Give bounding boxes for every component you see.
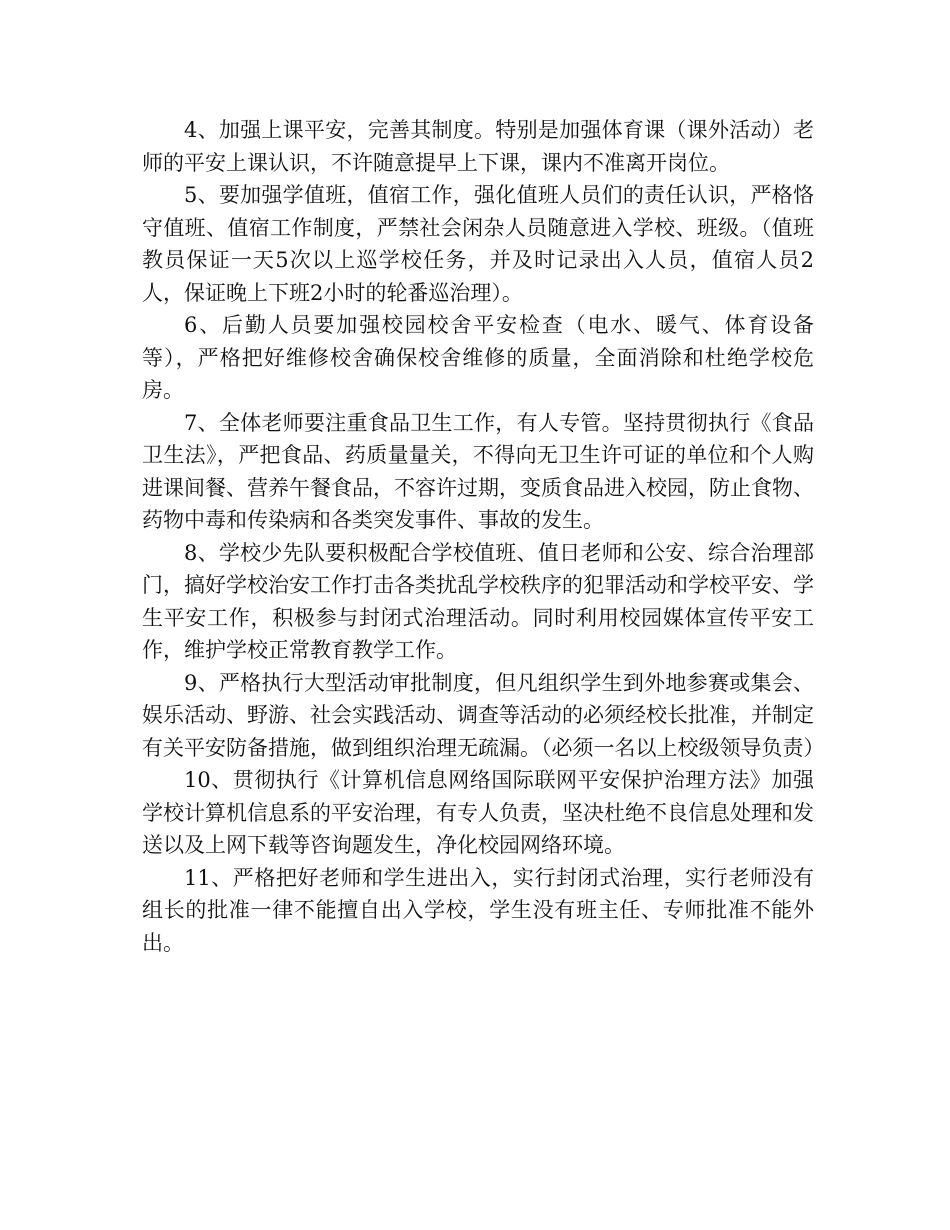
- paragraph-item-4: 4、加强上课平安，完善其制度。特别是加强体育课（课外活动）老师的平安上课认识，不许随意提早上下课，课内不准离开岗位。: [142, 118, 814, 175]
- paragraph-item-7: 7、全体老师要注重食品卫生工作，有人专管。坚持贯彻执行《食品卫生法》，严把食品、药质量量关，不得向无卫生许可证的单位和个人购进课间餐、营养午餐食品，不容许过期，变质食品进入校园，防止食物、药物中毒和传染病和各类突发事件、事故的发生。: [142, 410, 814, 532]
- paragraph-item-11: 11、严格把好老师和学生进出入，实行封闭式治理，实行老师没有组长的批准一律不能擅自出入学校，学生没有班主任、专师批准不能外出。: [142, 865, 814, 955]
- paragraph-item-10: 10、贯彻执行《计算机信息网络国际联网平安保护治理方法》加强学校计算机信息系的平安治理，有专人负责，坚决杜绝不良信息处理和发送以及上网下载等咨询题发生，净化校园网络环境。: [142, 768, 814, 857]
- paragraph-item-5: 5、要加强学值班，值宿工作，强化值班人员们的责任认识，严格恪守值班、值宿工作制度，严禁社会闲杂人员随意进入学校、班级。（值班教员保证一天5次以上巡学校任务，并及时记录出入人员，值宿人员2人，保证晚上下班2小时的轮番巡治理）。: [142, 183, 814, 305]
- paragraph-item-9: 9、严格执行大型活动审批制度，但凡组织学生到外地参赛或集会、娱乐活动、野游、社会实践活动、调查等活动的必须经校长批准，并制定有关平安防备措施，做到组织治理无疏漏。（必须一名以上校级领导负责）: [142, 670, 825, 760]
- paragraph-item-6: 6、后勤人员要加强校园校舍平安检查（电水、暖气、体育设备等），严格把好维修校舍确保校舍维修的质量，全面消除和杜绝学校危房。: [142, 313, 814, 402]
- paragraph-item-8: 8、学校少先队要积极配合学校值班、值日老师和公安、综合治理部门，搞好学校治安工作打击各类扰乱学校秩序的犯罪活动和学校平安、学生平安工作，积极参与封闭式治理活动。同时利用校园媒体宣传平安工作，维护学校正常教育教学工作。: [142, 540, 814, 662]
